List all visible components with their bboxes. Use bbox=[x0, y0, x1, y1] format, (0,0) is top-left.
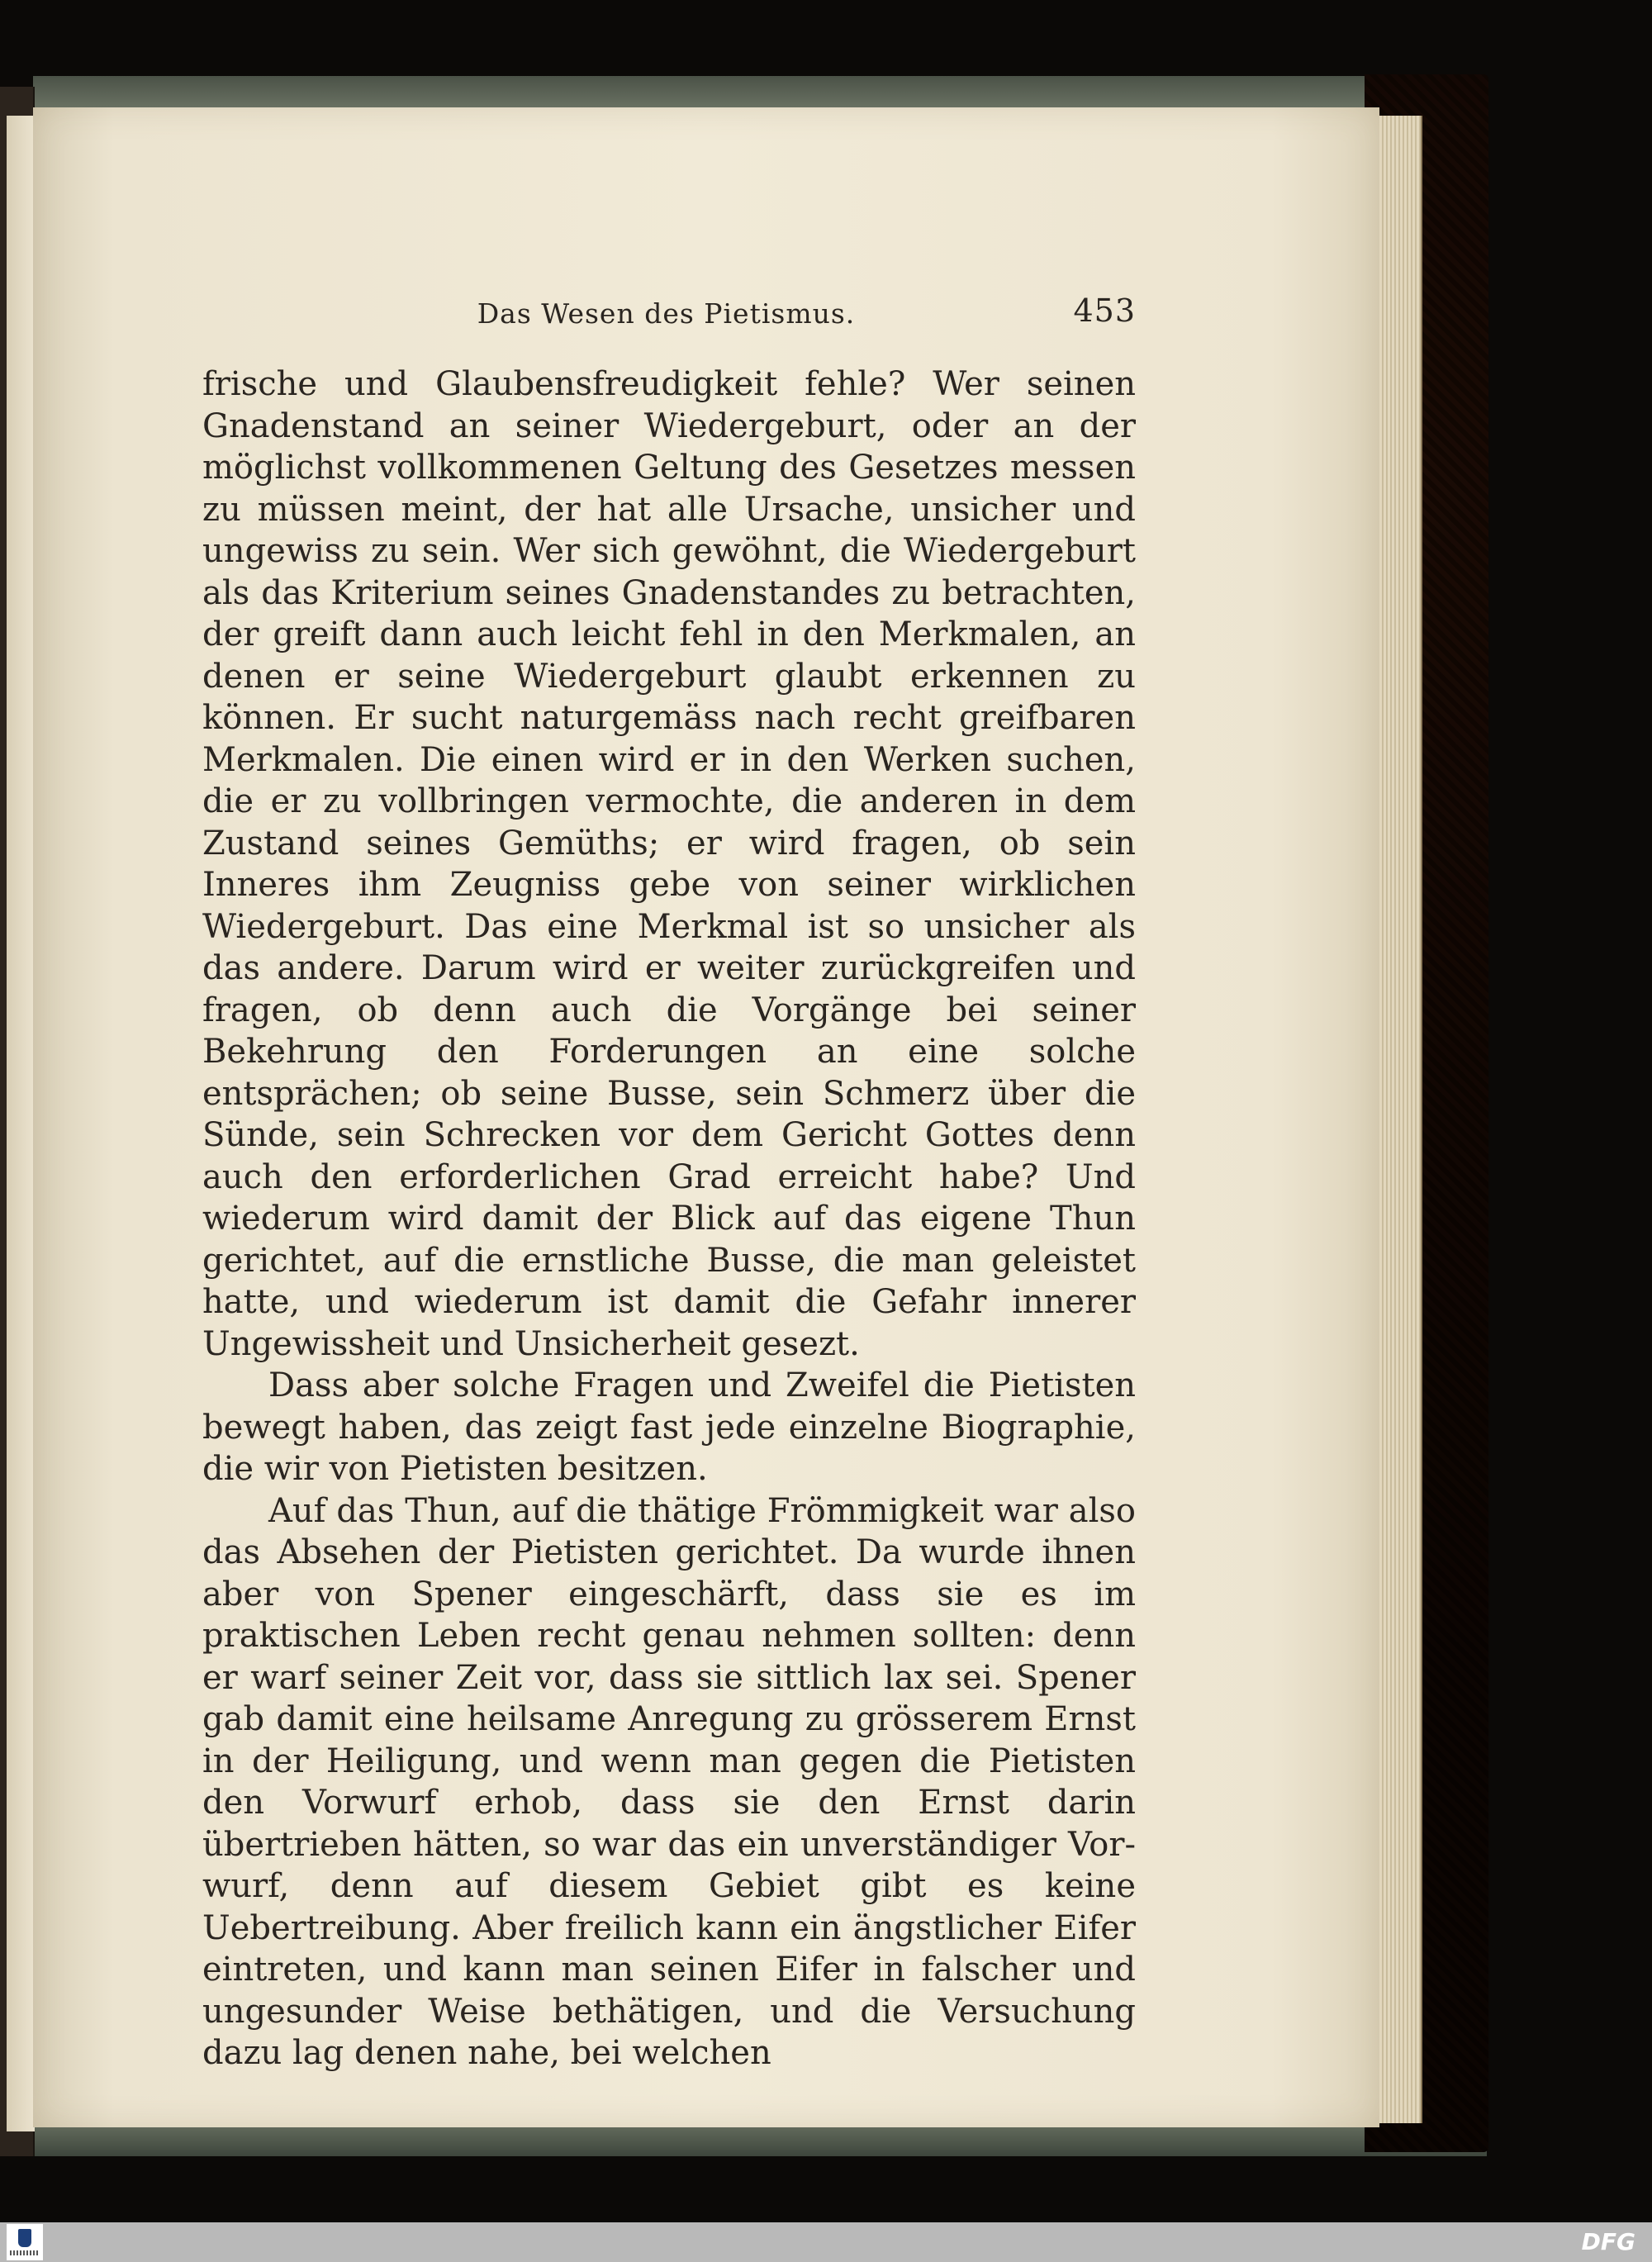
viewer-footer-bar bbox=[0, 2222, 1652, 2262]
library-logo-icon bbox=[7, 2224, 43, 2260]
dfg-logo: DFG bbox=[1581, 2228, 1635, 2255]
page-header bbox=[197, 292, 1136, 339]
paragraph: frische und Glaubensfreudigkeit fehle? Wer seinen Gnadenstand an seiner Wiedergeburt, oder an der möglichst vollkommenen Geltung des Gesetzes messen zu müssen meint, der hat alle Ursache, unsicher und ungewiss zu sein. Wer sich gewöhnt, die Wiedergeburt als das Kriterium seines Gnadenstandes zu betrachten, der greift dann auch leicht fehl in den Merkmalen, an denen er seine Wiedergeburt glaubt erkennen zu können. Er sucht naturgemäss nach recht greifbaren Merkmalen. Die einen wird er in den Werken suchen, die er zu vollbringen vermochte, die anderen in dem Zustand seines Gemüths; er wird fragen, ob sein Inneres ihm Zeugniss gebe von seiner wirklichen Wiedergeburt. Das eine Merkmal ist so unsicher als das andere. Darum wird er weiter zurückgreifen und fragen, ob denn auch die Vorgänge bei seiner Bekehrung den Forderungen an eine solche entsprächen; ob seine Busse, sein Schmerz über die Sünde, sein Schrecken vor dem Gericht Gottes denn auch den erforderlichen Grad erreicht habe? Und wiederum wird damit der Blick auf das eigene Thun gerichtet, auf die ernstliche Busse, die man geleistet hatte, und wiederum ist damit die Gefahr innerer Ungewissheit und Unsicherheit gesezt. bbox=[202, 365, 1136, 1363]
paragraph: Auf das Thun, auf die thätige Frömmigkeit war also das Absehen der Pietisten gerichtet. Da wurde ihnen aber von Spener eingeschärft, dass sie es im praktischen Leben recht genau nehmen sollten: denn er warf seiner Zeit vor, dass sie sittlich lax sei. Spener gab damit eine heilsame Anregung zu grösserem Ernst in der Heiligung, und wenn man gegen die Pietisten den Vorwurf erhob, dass sie den Ernst darin übertrieben hätten, so war das ein unverständiger Vorwurf, denn auf diesem Gebiet gibt es keine Uebertreibung. Aber freilich kann ein ängstlicher Eifer eintreten, und kann man seinen Eifer in falscher und ungesunder Weise bethätigen, und die Versuchung dazu lag denen nahe, bei welchen bbox=[202, 1491, 1136, 2072]
running-title: Das Wesen des Pietismus. bbox=[477, 297, 856, 330]
cover-top-cloth bbox=[33, 76, 1487, 109]
library-caption-mark bbox=[10, 2250, 40, 2255]
body-text bbox=[202, 364, 1136, 2074]
library-crest-icon bbox=[18, 2229, 31, 2247]
left-page-edge bbox=[7, 116, 35, 2131]
paragraph: Dass aber solche Fragen und Zweifel die Pietisten bewegt haben, das zeigt fast jede einzelne Biographie, die wir von Pietisten besitzen. bbox=[202, 1366, 1136, 1488]
page-number: 453 bbox=[1073, 292, 1136, 329]
